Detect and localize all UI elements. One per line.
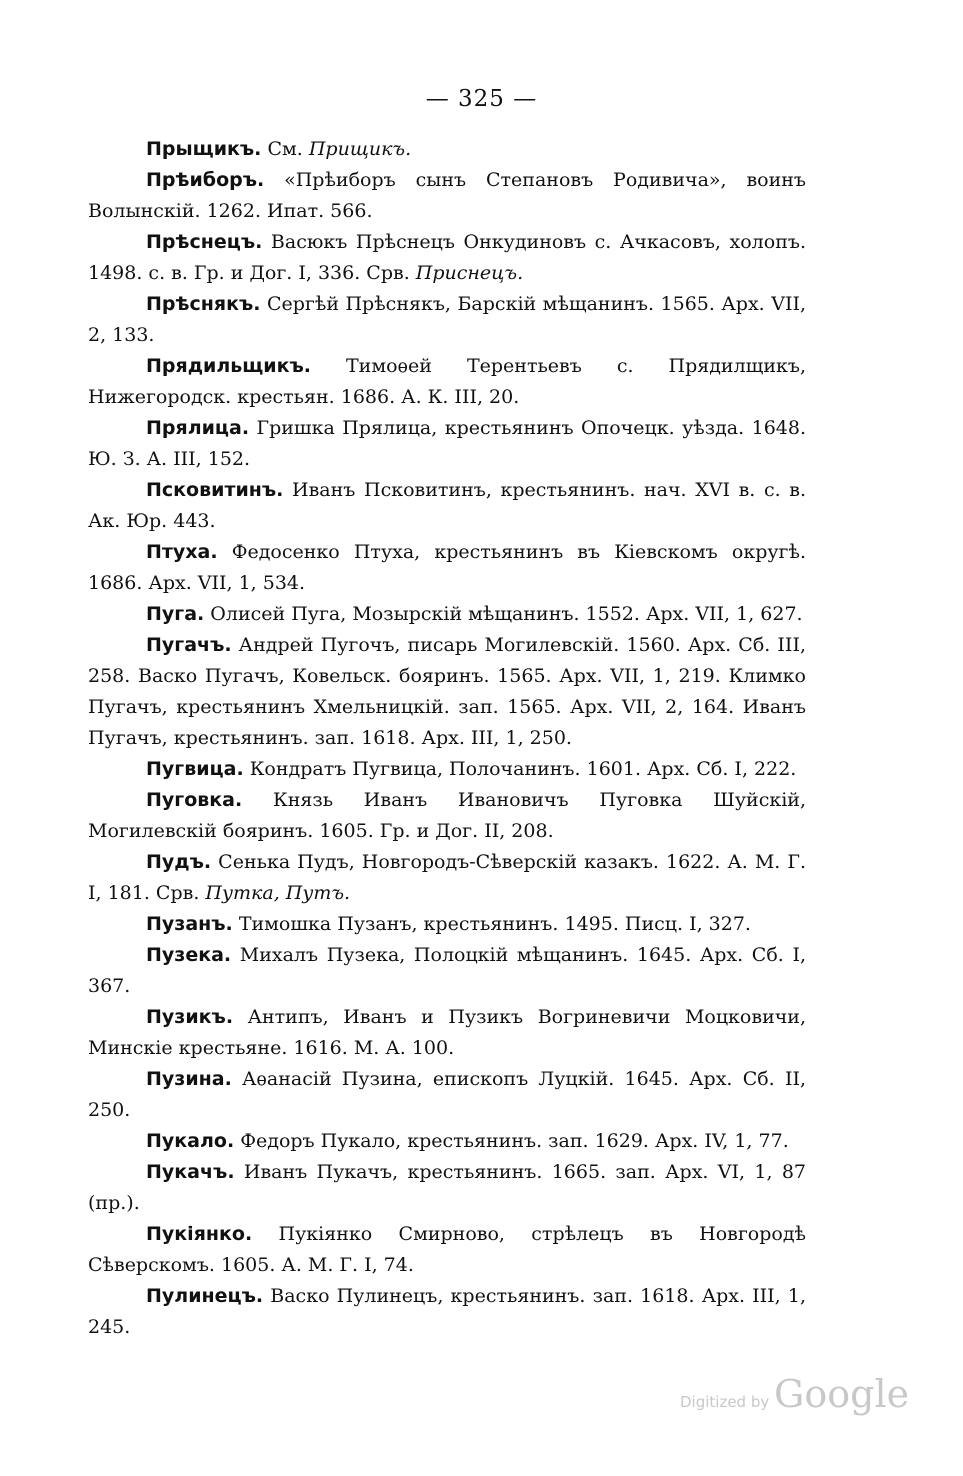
- entry-text: Сенька Пудъ, Новгородъ-Сѣверскій казакъ. 1622. А. М. Г. I, 181. Срв.: [88, 851, 806, 904]
- entry-headword: Пукіянко.: [146, 1223, 253, 1245]
- entry-headword: Пукало.: [146, 1130, 235, 1152]
- entry-text: Иванъ Псковитинъ, крестьянинъ. нач. XVI в. с. в. Ак. Юр. 443.: [88, 479, 806, 532]
- entry-headword: Птуха.: [146, 541, 218, 563]
- entry: [88, 1126, 806, 1157]
- entry: [88, 227, 806, 289]
- entry-text: Тимоѳей Терентьевъ с. Прядилщикъ, Нижегородск. крестьян. 1686. А. К. III, 20.: [88, 355, 806, 408]
- entry: [88, 1002, 806, 1064]
- entry-text: Васюкъ Прѣснецъ Онкудиновъ с. Ачкасовъ, холопъ. 1498. с. в. Гр. и Дог. I, 336. Срв.: [88, 231, 806, 284]
- entry: [88, 754, 806, 785]
- entry-crossref: Путка, Путъ.: [205, 882, 351, 904]
- entry: [88, 351, 806, 413]
- entry-headword: Пузикъ.: [146, 1006, 234, 1028]
- entry-headword: Прыщикъ.: [146, 138, 262, 160]
- entry-crossref: Приснецъ.: [415, 262, 524, 284]
- entry-text: Аѳанасій Пузина, епископъ Луцкій. 1645. Арх. Сб. II, 250.: [88, 1068, 806, 1121]
- entry: [88, 413, 806, 475]
- entry-headword: Пуговка.: [146, 789, 243, 811]
- watermark-prefix: Digitized by: [680, 1393, 775, 1411]
- entry-text: Федоръ Пукало, крестьянинъ. зап. 1629. Арх. IV, 1, 77.: [234, 1130, 789, 1152]
- entry-headword: Прѣснецъ.: [146, 231, 263, 253]
- entry: [88, 1281, 806, 1343]
- entry-text: Иванъ Пукачъ, крестьянинъ. 1665. зап. Арх. VI, 1, 87 (пр.).: [88, 1161, 806, 1214]
- entry-text: Князь Иванъ Ивановичъ Пуговка Шуйскій, Могилевскій бояринъ. 1605. Гр. и Дог. II, 208.: [88, 789, 806, 842]
- entry-crossref: Прищикъ.: [308, 138, 412, 160]
- entry-text: Олисей Пуга, Мозырскій мѣщанинъ. 1552. Арх. VII, 1, 627.: [204, 603, 803, 625]
- entry: [88, 537, 806, 599]
- digitized-watermark: [680, 1372, 909, 1416]
- entry-headword: Прѣиборъ.: [146, 169, 265, 191]
- entry-text: «Прѣиборъ сынъ Степановъ Родивича», воинъ Волынскій. 1262. Ипат. 566.: [88, 169, 806, 222]
- entry-headword: Псковитинъ.: [146, 479, 284, 501]
- entry-text: Васко Пулинецъ, крестьянинъ. зап. 1618. Арх. III, 1, 245.: [88, 1285, 806, 1338]
- entry-text: Гришка Прялица, крестьянинъ Опочецк. уѣзда. 1648. Ю. З. А. III, 152.: [88, 417, 806, 470]
- entry-headword: Пудъ.: [146, 851, 212, 873]
- entry-text: Федосенко Птуха, крестьянинъ въ Кіевскомъ округѣ. 1686. Арх. VII, 1, 534.: [88, 541, 806, 594]
- entry-text: Антипъ, Иванъ и Пузикъ Вогриневичи Моцковичи, Минскіе крестьяне. 1616. М. А. 100.: [88, 1006, 806, 1059]
- entry: [88, 475, 806, 537]
- entry-text: Михалъ Пузека, Полоцкій мѣщанинъ. 1645. Арх. Сб. I, 367.: [88, 944, 806, 997]
- entry-headword: Пугвица.: [146, 758, 244, 780]
- entry-text: Андрей Пугочъ, писарь Могилевскій. 1560. Арх. Сб. III, 258. Васко Пугачъ, Ковельск. бояринъ. 1565. Арх. VII, 1, 219. Климко Пугачъ, крестьянинъ Хмельницкій. зап. 1565. Арх. VII, 2, 164. Иванъ Пугачъ, крестьянинъ. зап. 1618. Арх. III, 1, 250.: [88, 634, 806, 749]
- entry-text: Тимошка Пузанъ, крестьянинъ. 1495. Писц. I, 327.: [232, 913, 751, 935]
- entry-text: Пукіянко Смирново, стрѣлецъ въ Новгородѣ Сѣверскомъ. 1605. А. М. Г. I, 74.: [88, 1223, 806, 1276]
- entry-headword: Пулинецъ.: [146, 1285, 264, 1307]
- entry-headword: Пуга.: [146, 603, 205, 625]
- entry: [88, 289, 806, 351]
- entry: [88, 940, 806, 1002]
- entry-headword: Прялица.: [146, 417, 250, 439]
- google-logo: Google: [774, 1372, 910, 1416]
- entry: [88, 785, 806, 847]
- entry: [88, 630, 806, 754]
- entry: [88, 1157, 806, 1219]
- entry: [88, 1219, 806, 1281]
- entry-headword: Пузанъ.: [146, 913, 233, 935]
- entry-text: Кондратъ Пугвица, Полочанинъ. 1601. Арх. Сб. I, 222.: [243, 758, 797, 780]
- entry: [88, 134, 806, 165]
- entry-headword: Прядильщикъ.: [146, 355, 311, 377]
- entry: [88, 909, 806, 940]
- entry: [88, 165, 806, 227]
- entry-text: Сергѣй Прѣснякъ, Барскій мѣщанинъ. 1565. Арх. VII, 2, 133.: [88, 293, 806, 346]
- dictionary-entries: [88, 134, 806, 1343]
- entry-headword: Прѣснякъ.: [146, 293, 261, 315]
- entry-text: См.: [261, 138, 309, 160]
- entry-headword: Пузина.: [146, 1068, 232, 1090]
- entry-headword: Пукачъ.: [146, 1161, 235, 1183]
- entry-headword: Пузека.: [146, 944, 232, 966]
- entry: [88, 1064, 806, 1126]
- page-number: — 325 —: [425, 86, 538, 112]
- entry: [88, 847, 806, 909]
- entry: [88, 599, 806, 630]
- entry-headword: Пугачъ.: [146, 634, 232, 656]
